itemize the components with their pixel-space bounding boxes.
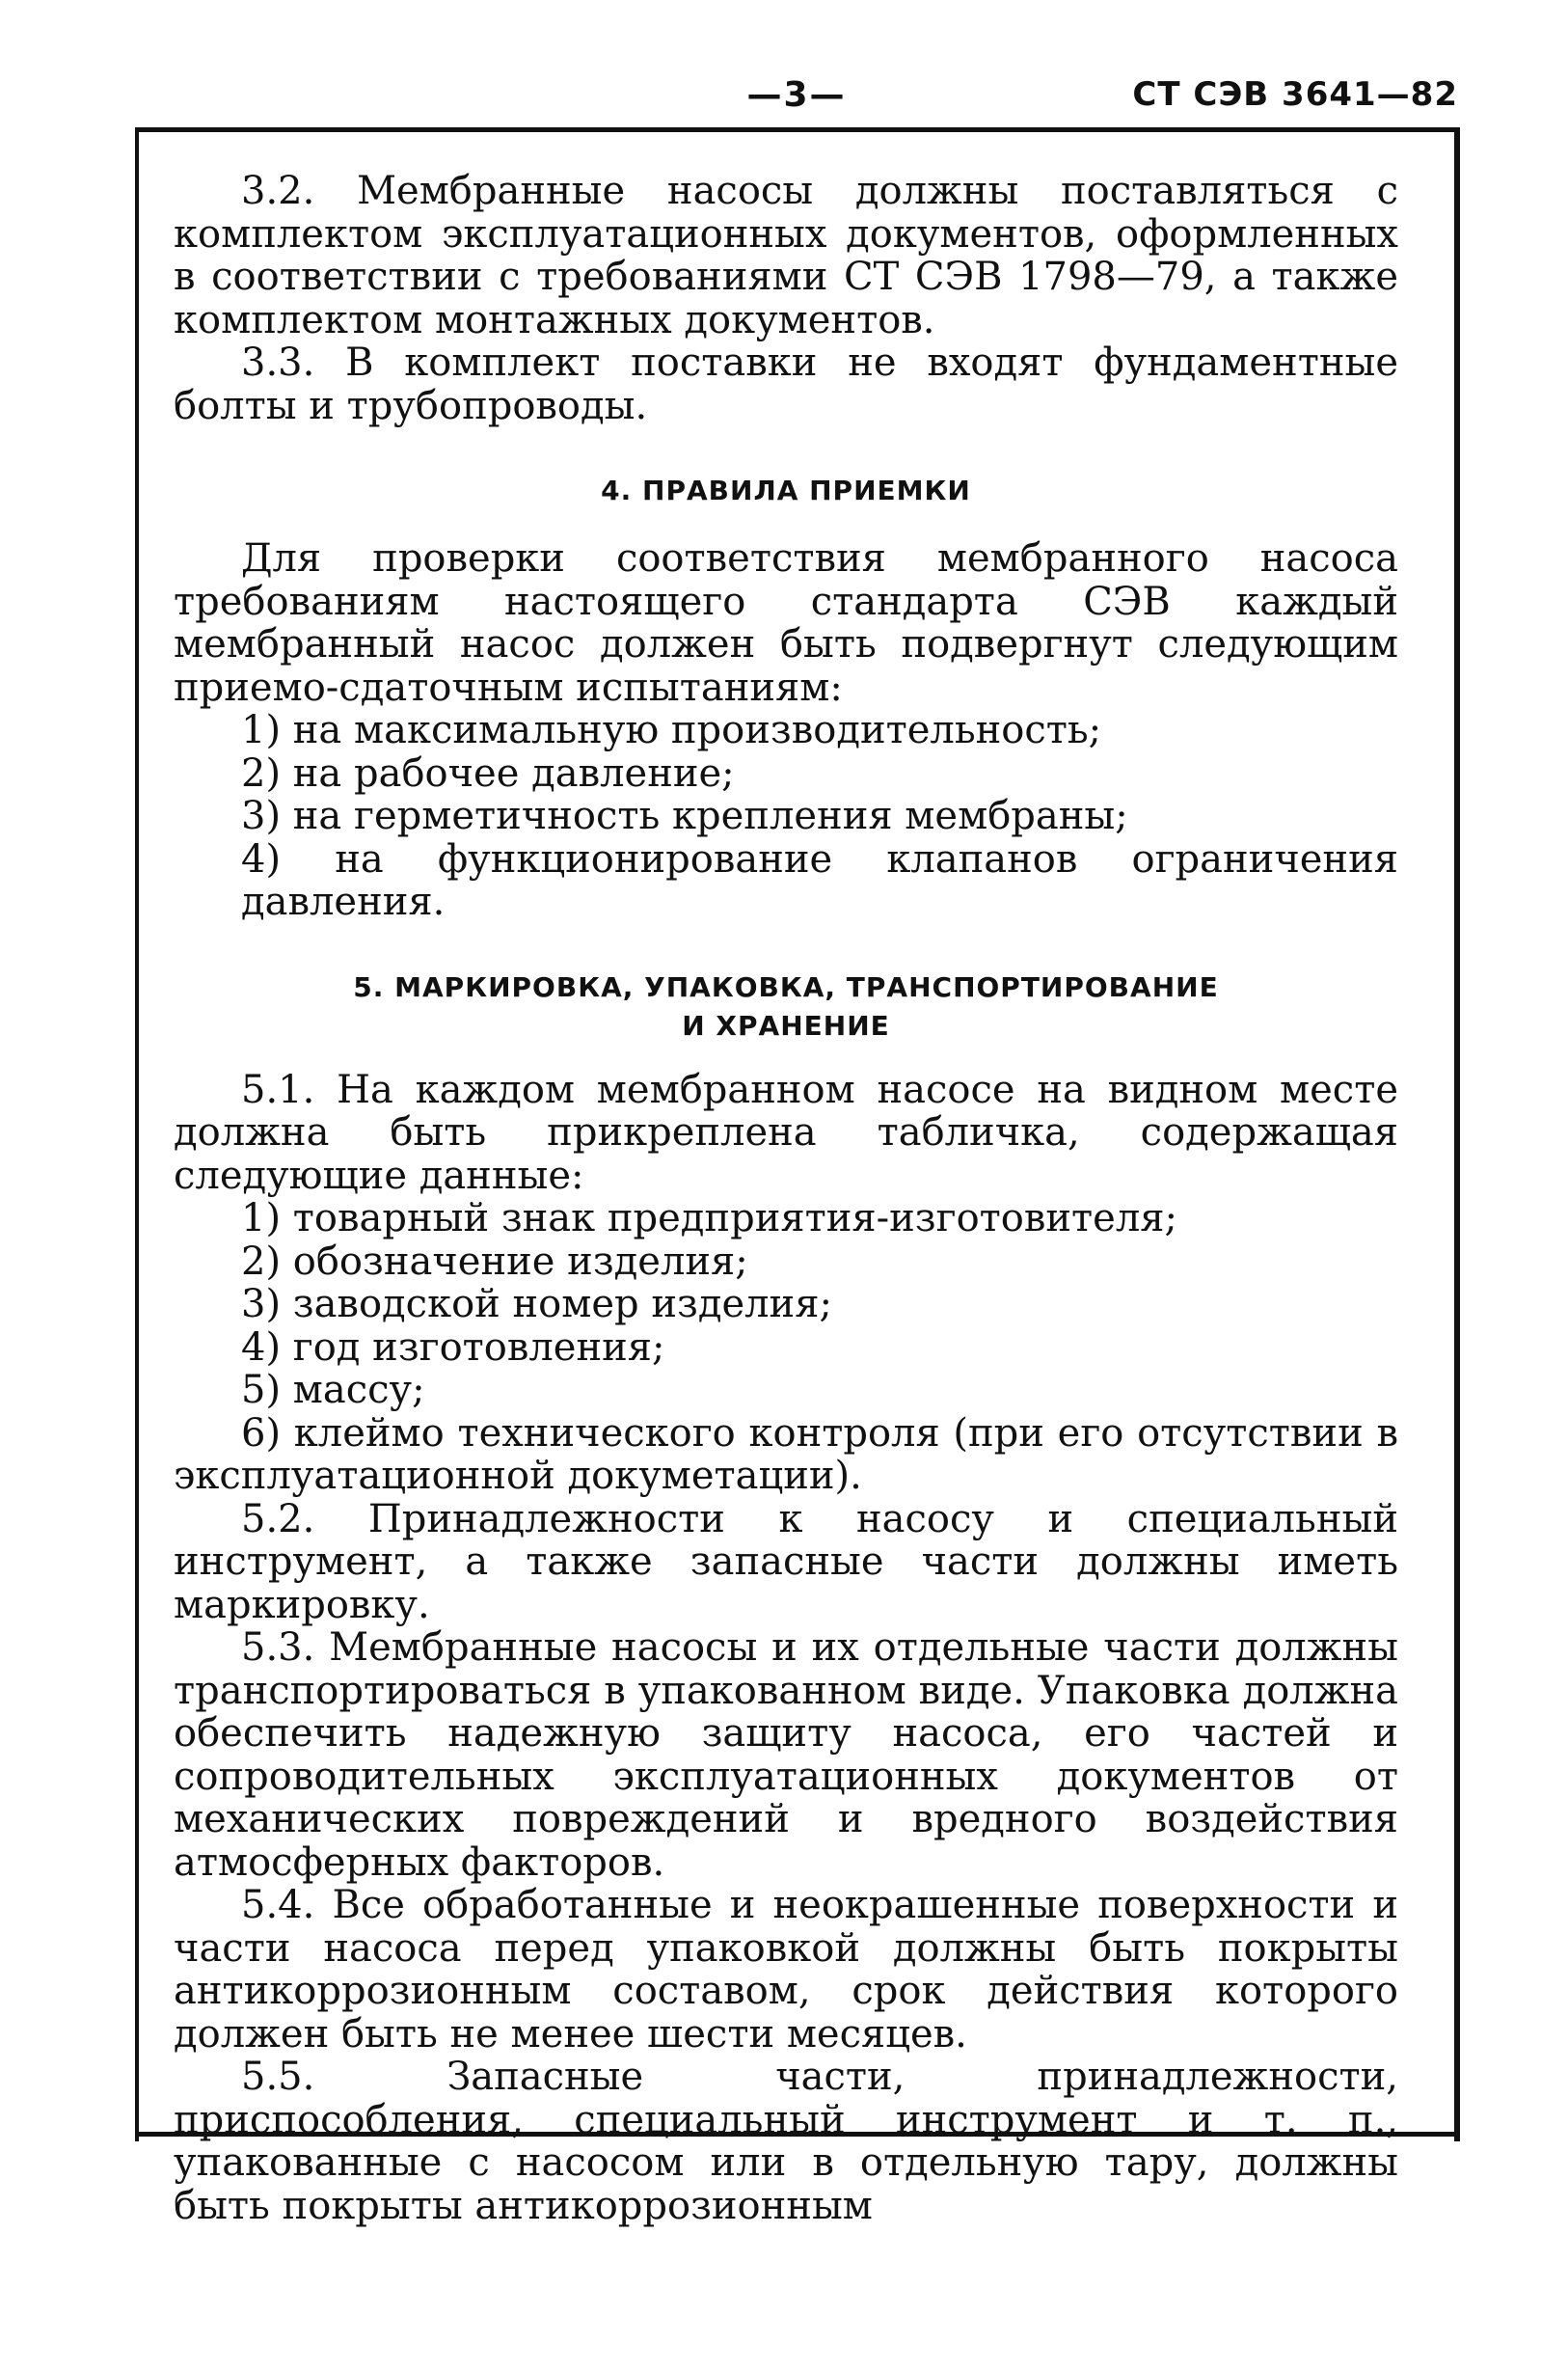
paragraph-5-1: 5.1. На каждом мембранном насосе на видном месте должна быть прикреплена табличка, содержащая следующие данные: xyxy=(174,1067,1398,1198)
marking-item: 4) год изготовления; xyxy=(241,1324,665,1370)
section-4-intro: Для проверки соответствия мембранного насоса требованиям настоящего стандарта СЭВ каждый мембранный насос должен быть подвергнут следующим приемо-сдаточным испытаниям: xyxy=(174,536,1398,710)
paragraph-3-3: 3.3. В комплект поставки не входят фундаментные болты и трубопроводы. xyxy=(174,341,1398,428)
section-5-heading-line-2: И ХРАНЕНИЕ xyxy=(682,1009,890,1042)
paragraph-5-2: 5.2. Принадлежности к насосу и специальный инструмент, а также запасные части должны иметь маркировку. xyxy=(174,1496,1398,1627)
paragraph-5-4: 5.4. Все обработанные и неокрашенные поверхности и части насоса перед упаковкой должны быть покрыты антикоррозионным составом, срок действия которого должен быть не менее шести месяцев. xyxy=(174,1883,1398,2057)
document-code: СТ СЭВ 3641—82 xyxy=(1132,75,1458,114)
paragraph-5-5: 5.5. Запасные части, принадлежности, приспособления, специальный инструмент и т. п., упакованные с насосом или в отдельную тару, должны быть покрыты антикоррозионным xyxy=(174,2055,1398,2228)
marking-item: 1) товарный знак предприятия-изготовителя; xyxy=(241,1196,1177,1240)
marking-item-6: 6) клеймо технического контроля (при его отсутствии в эксплуатационной докуметации). xyxy=(174,1410,1398,1498)
marking-item: 5) массу; xyxy=(241,1368,425,1412)
section-4-item: 2) на рабочее давление; xyxy=(241,750,735,796)
section-4-item: 1) на максимальную производительность; xyxy=(241,708,1102,752)
paragraph-5-3: 5.3. Мембранные насосы и их отдельные части должны транспортироваться в упакованном виде. Упаковка должна обеспечить надежную защиту насоса, его частей и сопроводительных эксплуатационных документов от механических повреждений и вредного воздействия атмосферных факторов. xyxy=(174,1625,1398,1885)
paragraph-3-2: 3.2. Мембранные насосы должны поставляться с комплектом эксплуатационных документов, оформленных в соответствии с требованиями СТ СЭВ 1798—79, а также комплектом монтажных документов. xyxy=(174,169,1398,342)
marking-item: 2) обозначение изделия; xyxy=(241,1239,748,1284)
page-content xyxy=(174,170,1398,2227)
section-4-heading: 4. ПРАВИЛА ПРИЕМКИ xyxy=(601,475,971,506)
page-header xyxy=(135,69,1458,127)
section-5-heading-line-1: 5. МАРКИРОВКА, УПАКОВКА, ТРАНСПОРТИРОВАНИЕ xyxy=(353,970,1219,1003)
section-4-item: 4) на функционирование клапанов ограничения давления. xyxy=(241,836,1398,924)
section-4-item: 3) на герметичность крепления мембраны; xyxy=(241,794,1128,838)
page-number: —3— xyxy=(746,75,847,115)
marking-item: 3) заводской номер изделия; xyxy=(241,1282,832,1326)
